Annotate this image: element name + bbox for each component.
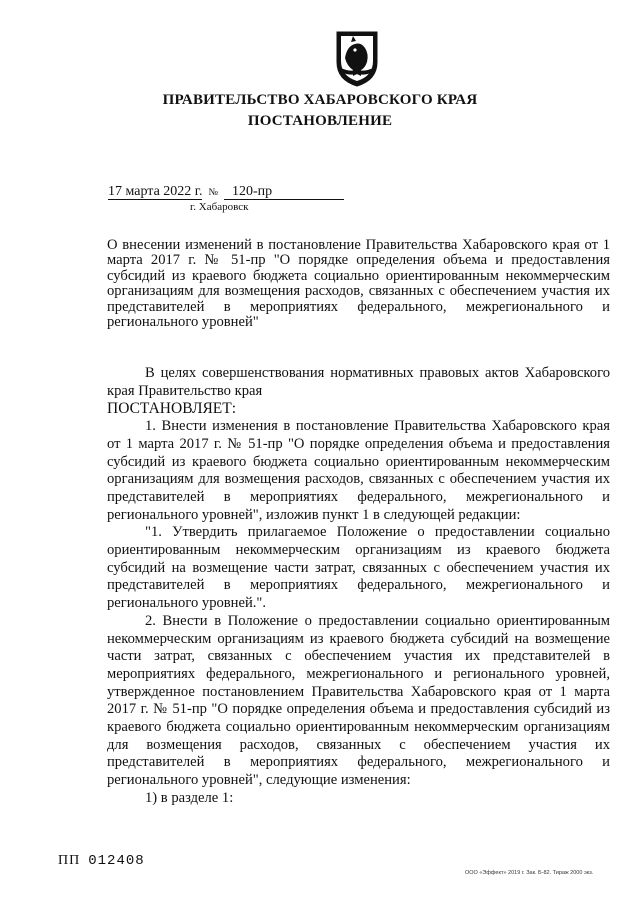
item-1-paragraph: 1. Внести изменения в постановление Правительства Хабаровского края от 1 марта 2017 г. № 51-пр "О порядке определения объема и предоставления субсидий из краевого бюджета социально ориентированным некоммерческим организациям для возмещения расходов, связанных с обеспечением участия их представителей в мероприятиях федерального, межрегионального и регионального уровней", изложив пункт 1 в следующей редакции:: [107, 418, 610, 523]
serial-prefix: ПП: [58, 853, 81, 868]
document-date: 17 марта 2022 г.: [108, 184, 203, 199]
document-body: [107, 365, 610, 808]
decree-word: ПОСТАНОВЛЯЕТ:: [107, 400, 237, 418]
document-type: ПОСТАНОВЛЕНИЕ: [247, 113, 393, 129]
intro-paragraph: В целях совершенствования нормативных правовых актов Хабаровского края Правительство края: [107, 365, 610, 399]
serial-number: 012408: [88, 853, 145, 869]
government-title: ПРАВИТЕЛЬСТВО ХАБАРОВСКОГО КРАЯ: [162, 92, 478, 108]
printer-imprint: ООО «Эффект» 2019 г. Зак. Б-82. Тираж 2000 экз.: [465, 870, 594, 876]
serial-code: [58, 853, 145, 869]
document-number: 120-пр: [224, 184, 344, 200]
document-subject: О внесении изменений в постановление Правительства Хабаровского края от 1 марта 2017 г. № 51-пр "О порядке определения объема и предоставления субсидий из краевого бюджета социально ориентированным некоммерческим организациям для возмещения расходов, связанных с обеспечением участия их представителей в мероприятиях федерального, межрегионального и регионального уровней": [107, 237, 610, 331]
coat-of-arms-icon: [333, 28, 381, 88]
quoted-paragraph: "1. Утвердить прилагаемое Положение о предоставлении социально ориентированным некоммерческим организациям из краевого бюджета субсидий на возмещение части затрат, связанных с обеспечением участия их представителей в мероприятиях федерального, межрегионального и регионального уровней.".: [107, 524, 610, 612]
number-sign: №: [208, 187, 219, 198]
date-number-line: [108, 184, 344, 200]
document-city: г. Хабаровск: [190, 201, 249, 213]
subitem-1-paragraph: 1) в разделе 1:: [145, 789, 234, 806]
item-2-paragraph: 2. Внести в Положение о предоставлении социально ориентированным некоммерческим организациям из краевого бюджета субсидий на возмещение части затрат, связанных с обеспечением участия их представителей в мероприятиях федерального, межрегионального и регионального уровней, утвержденное постановлением Правительства Хабаровского края от 1 марта 2017 г. № 51-пр "О порядке определения объема и предоставления субсидий из краевого бюджета социально ориентированным некоммерческим организациям для возмещения расходов, связанных с обеспечением участия их представителей в мероприятиях федерального, межрегионального и регионального уровней", следующие изменения:: [107, 612, 610, 789]
